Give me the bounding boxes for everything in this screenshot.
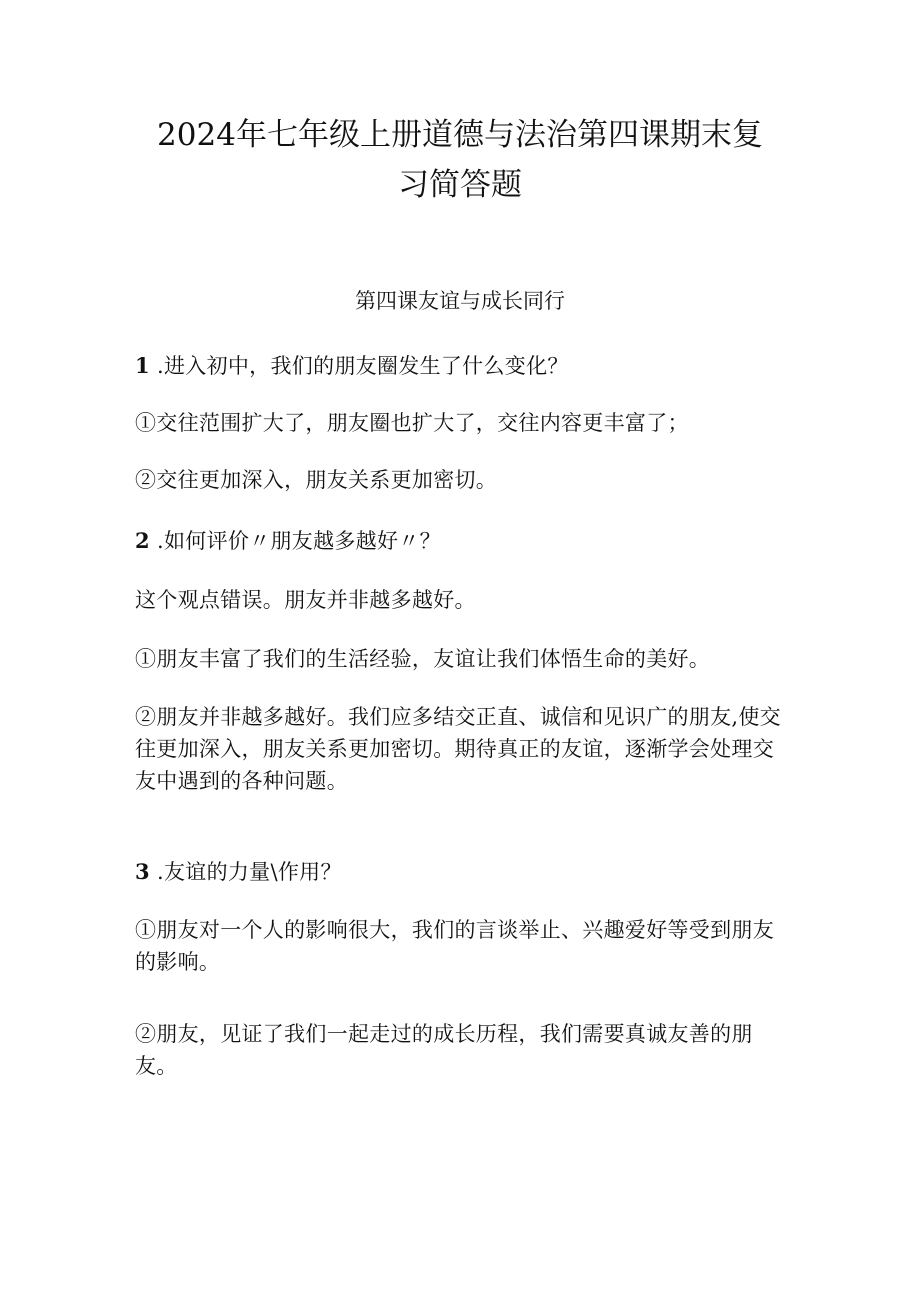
answer-2-point-2: ②朋友并非越多越好。我们应多结交正直、诚信和见识广的朋友,使交往更加深入，朋友关系更加密切。期待真正的友谊，逐渐学会处理交友中遇到的各种问题。 [135,705,781,793]
question-2 [135,525,790,557]
question-text: .友谊的力量\作用？ [157,860,342,884]
question-text: .进入初中，我们的朋友圈发生了什么变化？ [157,354,569,378]
answer-2-point-1: ①朋友丰富了我们的生活经验，友谊让我们体悟生命的美好。 [135,647,711,671]
answer-1-point-1: ①交往范围扩大了，朋友圈也扩大了，交往内容更丰富了； [135,411,689,435]
lesson-title: 第四课友谊与成长同行 [355,289,565,313]
question-text: .如何评价〃朋友越多越好〃？ [157,529,441,553]
document-title [120,110,800,210]
answer-1-point-2: ②交往更加深入，朋友关系更加密切。 [135,468,498,492]
answer-3-point-1: ①朋友对一个人的影响很大，我们的言谈举止、兴趣爱好等受到朋友的影响。 [135,918,774,974]
question-number: 3 [135,859,150,884]
title-line-2: 习简答题 [398,167,522,203]
answer-3-point-2: ②朋友，见证了我们一起走过的成长历程，我们需要真诚友善的朋友。 [135,1022,753,1078]
answer-2-summary: 这个观点错误。朋友并非越多越好。 [135,588,476,612]
question-1 [135,350,790,382]
title-line-1: 2024年七年级上册道德与法治第四课期末复 [157,117,763,153]
question-number: 1 [135,353,150,378]
question-3 [135,856,790,888]
question-number: 2 [135,528,150,553]
